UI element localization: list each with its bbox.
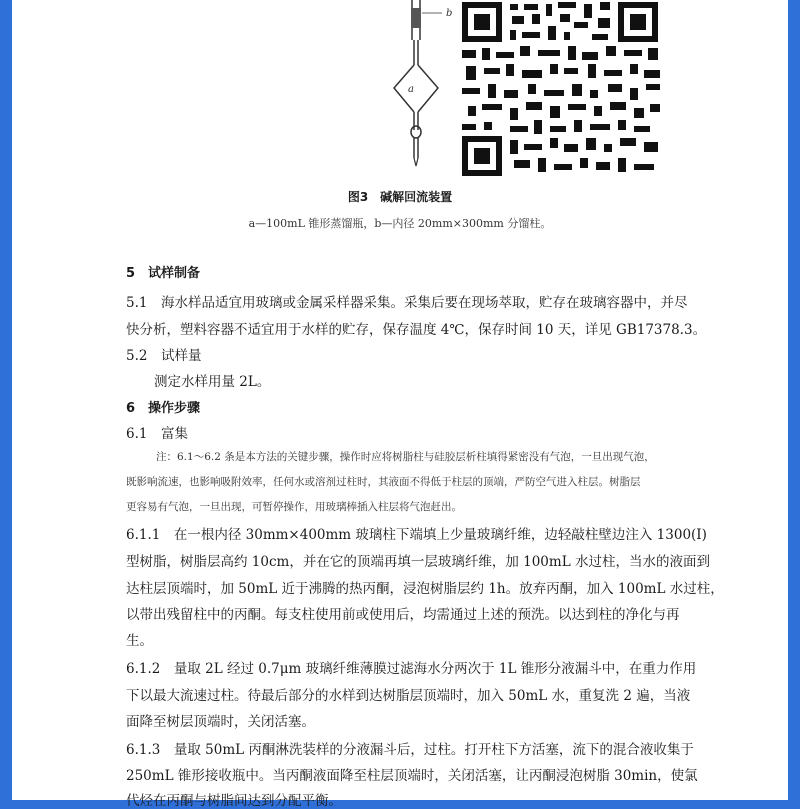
document-page [12,0,788,809]
para-6-1-3-line-2: 250mL 锥形接收瓶中。当丙酮液面降至柱层顶端时，关闭活塞，让丙酮浸泡树脂 30min，使氯 [126,768,698,784]
para-6-1-1-line-2: 型树脂，树脂层高约 10cm，并在它的顶端再填一层玻璃纤维，加 100mL 水过柱，当水的液面到 [126,554,710,570]
note-line-1: 注：6.1～6.2 条是本方法的关键步骤，操作时应将树脂柱与硅胶层析柱填得紧密没有气泡，一旦出现气泡， [156,451,655,463]
para-6-1-3-line-1: 6.1.3 量取 50mL 丙酮淋洗装样的分液漏斗后，过柱。打开柱下方活塞，流下的混合液收集于 [126,742,694,758]
label-a: a [408,84,414,95]
para-5-1-line-1: 5.1 海水样品适宜用玻璃或金属采样器采集。采集后要在现场萃取，贮存在玻璃容器中，并尽 [126,295,688,311]
para-5-2-title: 5.2 试样量 [126,348,202,364]
para-6-1-3-line-3: 代烃在丙酮与树脂间达到分配平衡。 [126,793,342,809]
para-6-1-1-line-4: 以带出残留柱中的丙酮。每支柱使用前或使用后，均需通过上述的预洗。以达到柱的净化与再 [126,607,680,623]
para-6-1-1-line-1: 6.1.1 在一根内径 30mm×400mm 玻璃柱下端填上少量玻璃纤维，边轻敲柱壁边注入 1300(Ⅰ) [126,527,707,543]
figure-caption: 图3 碱解回流装置 [347,190,453,204]
para-6-1-2-line-2: 下以最大流速过柱。待最后部分的水样到达树脂层顶端时，加入 50mL 水，重复洗 2 遍，当液 [126,688,691,704]
section-5-heading: 5 试样制备 [126,266,201,281]
figure-note: a—100mL 锥形蒸馏瓶，b—内径 20mm×300mm 分馏柱。 [248,217,552,230]
note-line-2: 既影响流速，也影响吸附效率，任何水或溶剂过柱时，其液面不得低于柱层的顶端，严防空气进入柱层。树脂层 [126,476,641,488]
para-5-1-line-2: 快分析，塑料容器不适宜用于水样的贮存，保存温度 4℃，保存时间 10 天，详见 GB17378.3。 [126,322,707,338]
para-6-1-2-line-3: 面降至树层顶端时，关闭活塞。 [126,714,315,730]
para-6-1-1-line-3: 达柱层顶端时，加 50mL 近于沸腾的热丙酮，浸泡树脂层约 1h。放弃丙酮，加入 100mL 水过柱， [126,581,724,597]
section-6-heading: 6 操作步骤 [126,401,201,416]
para-6-1-title: 6.1 富集 [126,426,188,442]
para-5-2-text: 测定水样用量 2L。 [154,374,271,390]
qr-code [458,0,666,180]
para-6-1-2-line-1: 6.1.2 量取 2L 经过 0.7μm 玻璃纤维薄膜过滤海水分两次于 1L 锥形分液漏斗中，在重力作用 [126,661,697,677]
label-b: b [446,8,453,19]
note-line-3: 更容易有气泡，一旦出现，可暂停操作，用玻璃棒插入柱层将气泡赶出。 [126,501,462,513]
para-6-1-1-line-5: 生。 [126,633,153,649]
